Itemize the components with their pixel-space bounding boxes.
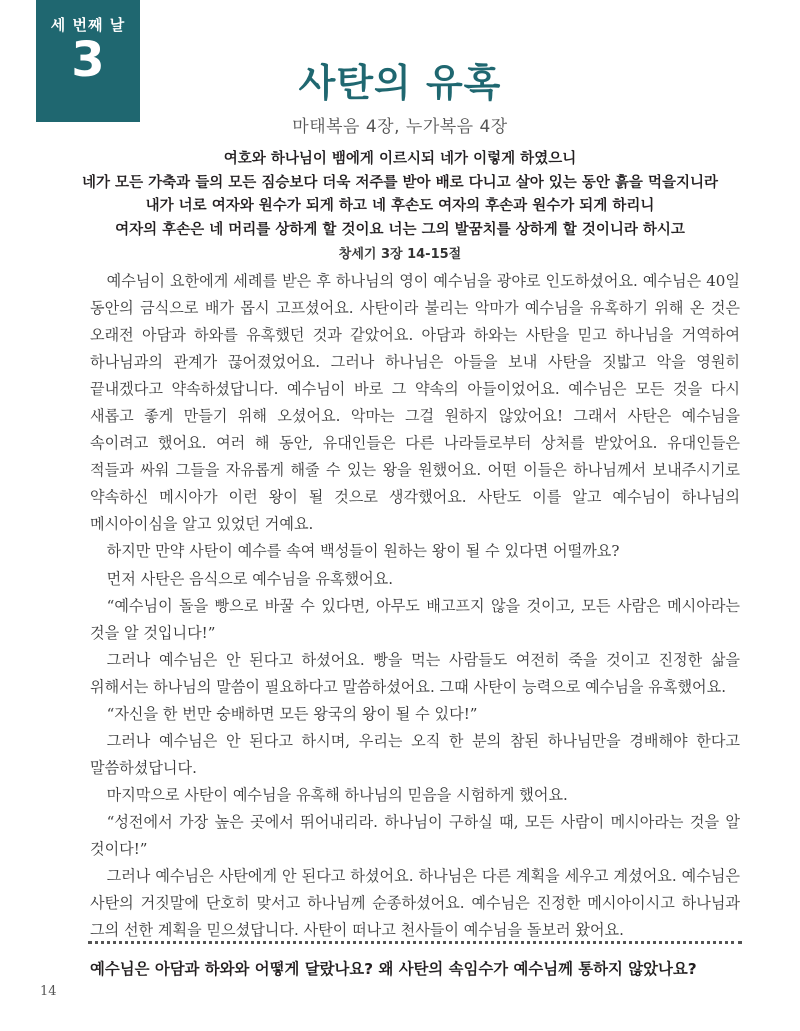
- verse-reference: 창세기 3장 14-15절: [338, 247, 462, 262]
- verse-line: 여자의 후손은 네 머리를 상하게 할 것이요 너는 그의 발꿈치를 상하게 할 것이니라 하시고: [115, 221, 685, 238]
- body-paragraph: “성전에서 가장 높은 곳에서 뛰어내리라. 하나님이 구하실 때, 모든 사람이 메시아라는 것을 알 것이다!”: [90, 812, 740, 858]
- verse-line: 네가 모든 가축과 들의 모든 짐승보다 더욱 저주를 받아 배로 다니고 살아 있는 동안 흙을 먹을지니라: [82, 174, 718, 191]
- body-paragraph: 먼저 사탄은 음식으로 예수님을 유혹했어요.: [106, 569, 394, 588]
- day-number: 3: [71, 32, 105, 88]
- story-body: [90, 268, 740, 944]
- page-title: 사탄의 유혹: [298, 61, 502, 105]
- verse-line: 여호와 하나님이 뱀에게 이르시되 네가 이렇게 하였으니: [223, 151, 577, 167]
- day-label: 세 번째 날: [50, 16, 126, 34]
- body-paragraph: 그러나 예수님은 안 된다고 하셨어요. 빵을 먹는 사람들도 여전히 죽을 것이고 진정한 삶을 위해서는 하나님의 말씀이 필요하다고 말씀하셨어요. 그때 사탄이 능력으로 예수님을 유혹했어요.: [90, 650, 740, 696]
- page-subtitle: 마태복음 4장, 누가복음 4장: [292, 117, 508, 137]
- key-verse: [60, 148, 740, 267]
- body-paragraph: “자신을 한 번만 숭배하면 모든 왕국의 왕이 될 수 있다!”: [106, 704, 478, 723]
- body-paragraph: “예수님이 돌을 빵으로 바꿀 수 있다면, 아무도 배고프지 않을 것이고, 모든 사람은 메시아라는 것을 알 것입니다!”: [90, 596, 740, 642]
- page-number: 14: [40, 984, 57, 999]
- body-paragraph: 예수님이 요한에게 세례를 받은 후 하나님의 영이 예수님을 광야로 인도하셨어요. 예수님은 40일 동안의 금식으로 배가 몹시 고프셨어요. 사탄이라 불리는 악마가 예수님을 유혹하기 위해 온 것은 오래전 아담과 하와를 유혹했던 것과 같았어요. 아담과 하와는 사탄을 믿고 하나님을 거역하여 하나님과의 관계가 끊어졌었어요. 그러나 하나님은 아들을 보내 사탄을 짓밟고 악을 영원히 끝내겠다고 약속하셨답니다. 예수님이 바로 그 약속의 아들이었어요. 예수님은 모든 것을 다시 새롭고 좋게 만들기 위해 오셨어요. 악마는 그걸 원하지 않았어요! 그래서 사탄은 예수님을 속이려고 했어요. 여러 해 동안, 유대인들은 다른 나라들로부터 상처를 받았어요. 유대인들은 적들과 싸워 그들을 자유롭게 해줄 수 있는 왕을 원했어요. 어떤 이들은 하나님께서 보내주시기로 약속하신 메시아가 이런 왕이 될 것으로 생각했어요. 사탄도 이를 알고 예수님이 하나님의 메시아이심을 알고 있었던 거예요.: [90, 272, 740, 534]
- body-paragraph: 그러나 예수님은 안 된다고 하시며, 우리는 오직 한 분의 참된 하나님만을 경배해야 한다고 말씀하셨답니다.: [90, 731, 740, 777]
- verse-line: 내가 너로 여자와 원수가 되게 하고 네 후손도 여자의 후손과 원수가 되게 하리니: [145, 198, 655, 214]
- body-paragraph: 마지막으로 사탄이 예수님을 유혹해 하나님의 믿음을 시험하게 했어요.: [106, 785, 568, 804]
- dotted-divider: [88, 941, 742, 944]
- body-paragraph: 하지만 만약 사탄이 예수를 속여 백성들이 원하는 왕이 될 수 있다면 어떨까요?: [106, 542, 620, 561]
- body-paragraph: 그러나 예수님은 사탄에게 안 된다고 하셨어요. 하나님은 다른 계획을 세우고 계셨어요. 예수님은 사탄의 거짓말에 단호히 맞서고 하나님께 순종하셨어요. 예수님은 진정한 메시아이시고 하나님과 그의 선한 계획을 믿으셨답니다. 사탄이 떠나고 천사들이 예수님을 돌보러 왔어요.: [90, 867, 741, 940]
- discussion-question: 예수님은 아담과 하와와 어떻게 달랐나요? 왜 사탄의 속임수가 예수님께 통하지 않았나요?: [90, 960, 697, 978]
